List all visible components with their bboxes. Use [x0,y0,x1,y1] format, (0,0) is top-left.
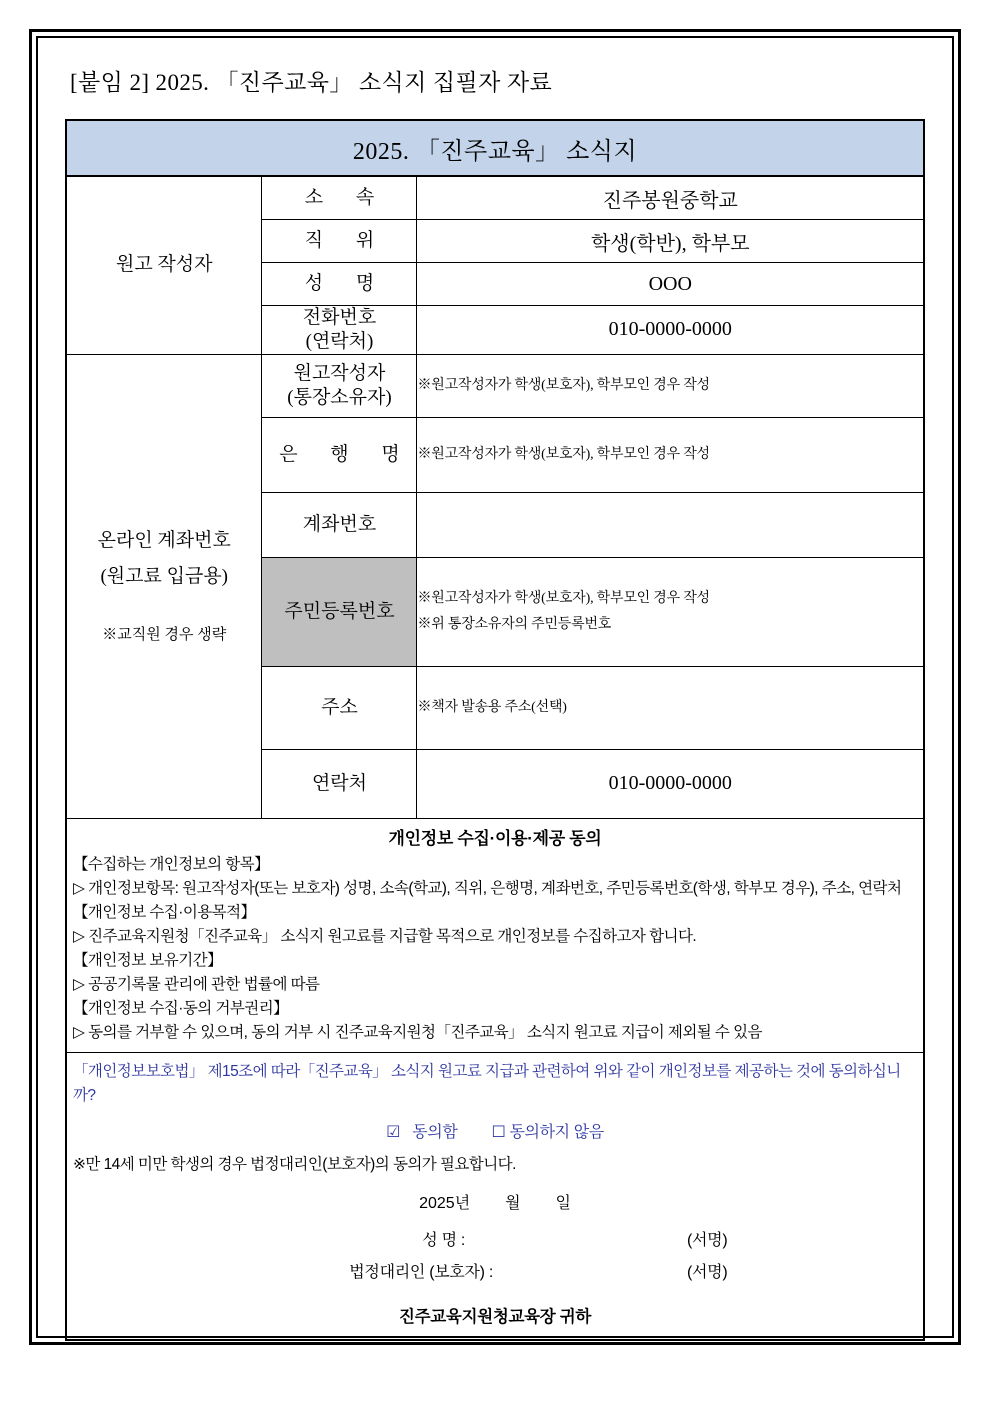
author-group-label: 원고 작성자 [66,176,262,354]
field-label-bank-name: 은 행 명 [262,417,417,492]
document-heading: [붙임 2] 2025. 「진주교육」 소식지 집필자 자료 [70,70,553,95]
field-label-resident-registration-number: 주민등록번호 [262,557,417,666]
consent-choice-row [67,1111,923,1146]
field-label-address: 주소 [262,666,417,749]
field-label-phone-line1: 전화번호 [302,307,377,328]
note-line: ※위 통장소유자의 주민등록번호 [417,616,612,632]
field-value-resident-registration-number[interactable] [417,557,924,666]
consent-section-row [66,818,924,1340]
date-line [67,1176,923,1217]
signature-row-guardian [67,1249,923,1281]
field-value-bank-name[interactable] [417,417,924,492]
field-label-account-holder-line1: 원고작성자 [293,362,386,384]
consent-block-item: ▷ 개인정보항목: 원고작성자(또는 보호자) 성명, 소속(학교), 직위, 은행명, 계좌번호, 주민등록번호(학생, 학부모 경우), 주소, 연락처 [72,879,902,897]
field-label-affiliation: 소 속 [262,176,417,220]
consent-block-item: ▷ 동의를 거부할 수 있으며, 동의 거부 시 진주교육지원청「진주교육」 소식지 원고료 지급이 제외될 수 있음 [72,1023,762,1041]
account-group-label-line1: 온라인 계좌번호 [97,529,231,551]
consent-block-item: ▷ 공공기록물 관리에 관한 법률에 따름 [72,975,320,993]
table-row [66,354,924,417]
signature-name-mark[interactable]: (서명) [686,1232,728,1250]
consent-disagree-checkbox[interactable]: ☐ [491,1124,506,1142]
field-label-account-holder [262,354,417,417]
consent-disagree-label[interactable]: 동의하지 않음 [509,1124,604,1142]
account-group-label-note: ※교직원 경우 생략 [102,626,227,643]
addressee-line: 진주교육지원청교육장 귀하 [399,1308,591,1327]
page-inner-border [36,36,954,1338]
signature-guardian-mark[interactable]: (서명) [686,1264,728,1282]
note-line: ※원고작성자가 학생(보호자), 학부모인 경우 작성 [417,377,710,393]
field-label-position: 직 위 [262,220,417,263]
minor-consent-note: ※만 14세 미만 학생의 경우 법정대리인(보호자)의 동의가 필요합니다. [72,1156,516,1174]
consent-block-header: 【개인정보 보유기간】 [72,951,223,969]
field-label-contact: 연락처 [262,749,417,818]
consent-body [67,853,923,1049]
consent-agree-checkbox[interactable]: ☑ [386,1124,401,1142]
field-value-account-holder[interactable] [417,354,924,417]
field-value-name[interactable]: OOO [417,263,924,306]
consent-block-header: 【개인정보 수집·동의 거부권리】 [72,999,289,1017]
field-label-account-holder-line2: (통장소유자) [287,386,392,408]
date-day[interactable]: 일 [555,1195,571,1213]
signature-name-label: 성 명 : [422,1232,466,1250]
field-label-account-number: 계좌번호 [262,492,417,557]
field-value-contact[interactable]: 010-0000-0000 [417,749,924,818]
form-title: 2025. 「진주교육」 소식지 [66,120,924,176]
field-value-position[interactable]: 학생(학반), 학부모 [417,220,924,263]
page-outer-border [29,29,961,1345]
field-value-account-number[interactable] [417,492,924,557]
consent-agree-label[interactable]: 동의함 [412,1124,458,1142]
field-label-phone-line2: (연락처) [305,330,374,352]
consent-block-item: ▷ 진주교육지원청「진주교육」 소식지 원고료를 지급할 목적으로 개인정보를 수집하고자 합니다. [72,927,697,945]
note-line: ※원고작성자가 학생(보호자), 학부모인 경우 작성 [417,590,710,606]
table-title-row [66,120,924,176]
consent-question: 「개인정보보호법」 제15조에 따라「진주교육」 소식지 원고료 지급과 관련하여 위와 같이 개인정보를 제공하는 것에 동의하십니까? [72,1062,901,1105]
field-value-address[interactable] [417,666,924,749]
date-month[interactable]: 월 [505,1195,521,1213]
account-group-label [66,354,262,818]
consent-block-header: 【개인정보 수집·이용목적】 [72,903,256,921]
field-value-phone[interactable]: 010-0000-0000 [417,306,924,355]
writer-information-form [65,119,925,1341]
field-label-name: 성 명 [262,263,417,306]
signature-guardian-label: 법정대리인 (보호자) : [349,1264,494,1282]
field-label-phone [262,306,417,355]
consent-title: 개인정보 수집·이용·제공 동의 [388,828,602,848]
table-row [66,176,924,220]
note-line: ※책자 발송용 주소(선택) [417,699,567,715]
field-value-affiliation[interactable]: 진주봉원중학교 [417,176,924,220]
date-year[interactable]: 2025년 [419,1195,471,1213]
account-group-label-line2: (원고료 입금용) [100,565,228,587]
consent-block-header: 【수집하는 개인정보의 항목】 [72,855,270,873]
signature-row-name [67,1217,923,1249]
note-line: ※원고작성자가 학생(보호자), 학부모인 경우 작성 [417,446,710,462]
privacy-consent-section [66,818,924,1340]
